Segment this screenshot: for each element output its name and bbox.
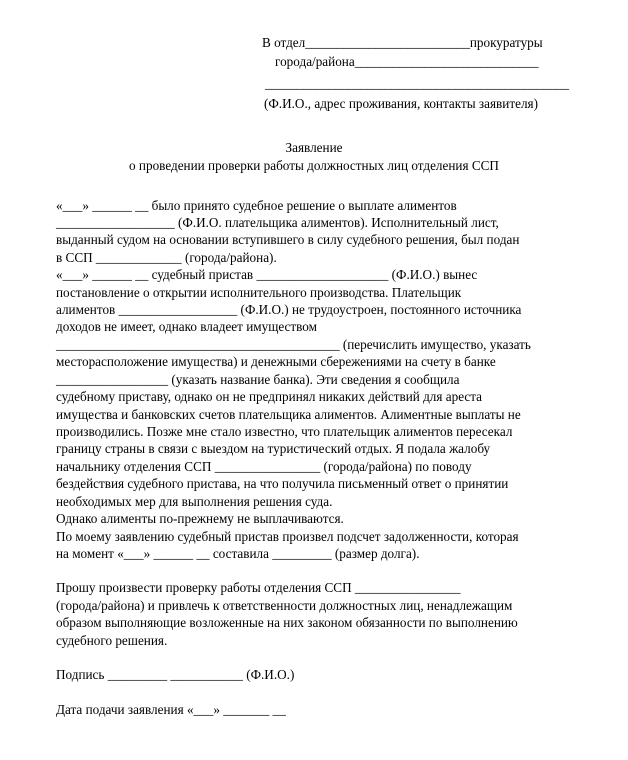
paragraph-5-request bbox=[56, 579, 610, 649]
addressee-department-prefix: В отдел bbox=[262, 35, 306, 50]
paragraph-1 bbox=[56, 197, 610, 267]
addressee-header-block bbox=[0, 34, 628, 113]
paragraph-4-line-1: По моему заявлению судебный пристав произвел подсчет задолженности, которая bbox=[56, 528, 519, 544]
paragraph-2-line-12: начальнику отделения ССП ________________ (города/района) по поводу bbox=[56, 458, 472, 474]
addressee-caption: (Ф.И.О., адрес проживания, контакты заявителя) bbox=[264, 96, 538, 112]
addressee-department-suffix: прокуратуры bbox=[469, 35, 543, 50]
document-page bbox=[0, 34, 628, 760]
title-block bbox=[0, 139, 628, 175]
paragraph-5-line-2: (города/района) и привлечь к ответственности должностных лиц, ненадлежащим bbox=[56, 597, 513, 613]
paragraph-2-line-4: доходов не имеет, однако владеет имуществом bbox=[56, 319, 317, 335]
paragraph-4 bbox=[56, 528, 610, 563]
paragraph-2 bbox=[56, 266, 610, 510]
document-title: Заявление bbox=[285, 139, 343, 155]
paragraph-1-line-4: в ССП _____________ (города/района). bbox=[56, 249, 277, 265]
paragraph-spacer bbox=[56, 562, 610, 579]
addressee-applicant-blank: ________________________________________________ bbox=[265, 75, 569, 91]
paragraph-5-line-1: Прошу произвести проверку работы отделения ССП ________________ bbox=[56, 580, 461, 596]
paragraph-2-line-5: ___________________________________________ (перечислить имущество, указать bbox=[56, 336, 531, 352]
addressee-line-city-district bbox=[262, 53, 608, 70]
paragraph-2-line-9: имущества и банковских счетов плательщика алиментов. Алиментные выплаты не bbox=[56, 406, 521, 422]
paragraph-1-line-1: «___» ______ __ было принято судебное решение о выплате алиментов bbox=[56, 197, 457, 213]
paragraph-2-line-14: необходимых мер для выполнения решения суда. bbox=[56, 493, 333, 509]
paragraph-5-line-4: судебного решения. bbox=[56, 632, 168, 648]
addressee-city-blank: _____________________________ bbox=[354, 54, 539, 70]
submission-date-line: Дата подачи заявления «___» _______ __ bbox=[56, 701, 286, 717]
paragraph-5-line-3: образом выполняющие возложенные на них законом обязанности по выполнению bbox=[56, 615, 518, 631]
paragraph-2-line-10: производились. Позже мне стало известно, что плательщик алиментов пересекал bbox=[56, 424, 513, 440]
addressee-department-blank: __________________________ bbox=[305, 35, 470, 50]
paragraph-2-line-2: постановление о открытии исполнительного производства. Плательщик bbox=[56, 284, 462, 300]
signature-line: Подпись _________ ___________ (Ф.И.О.) bbox=[56, 667, 295, 683]
paragraph-1-line-2: __________________ (Ф.И.О. плательщика алиментов). Исполнительный лист, bbox=[56, 214, 499, 230]
paragraph-2-line-6: месторасположение имущества) и денежными сбережениями на счету в банке bbox=[56, 354, 496, 370]
paragraph-2-line-7: _________________ (указать название банка). Эти сведения я сообщила bbox=[56, 371, 460, 387]
addressee-line-department bbox=[262, 34, 608, 51]
document-body bbox=[0, 197, 628, 650]
paragraph-2-line-1: «___» ______ __ судебный пристав ____________________ (Ф.И.О.) вынес bbox=[56, 267, 478, 283]
paragraph-4-line-2: на момент «___» ______ __ составила _________ (размер долга). bbox=[56, 545, 420, 561]
paragraph-2-line-11: границу страны в связи с выездом на туристический отдых. Я подала жалобу bbox=[56, 441, 491, 457]
paragraph-2-line-13: бездействия судебного пристава, на что получила письменный ответ о принятии bbox=[56, 476, 509, 492]
addressee-city-prefix: города/района bbox=[275, 54, 355, 70]
document-subtitle: о проведении проверки работы должностных лиц отделения ССП bbox=[129, 158, 499, 174]
addressee-line-applicant-blank bbox=[262, 75, 608, 92]
paragraph-3 bbox=[56, 510, 610, 527]
paragraph-1-line-3: выданный судом на основании вступившего в силу судебного решения, был подан bbox=[56, 232, 520, 248]
paragraph-2-line-8: судебному приставу, однако он не предпринял никаких действий для ареста bbox=[56, 389, 483, 405]
paragraph-3-line-1: Однако алименты по-прежнему не выплачиваются. bbox=[56, 511, 344, 527]
paragraph-2-line-3: алиментов __________________ (Ф.И.О.) не трудоустроен, постоянного источника bbox=[56, 302, 522, 318]
